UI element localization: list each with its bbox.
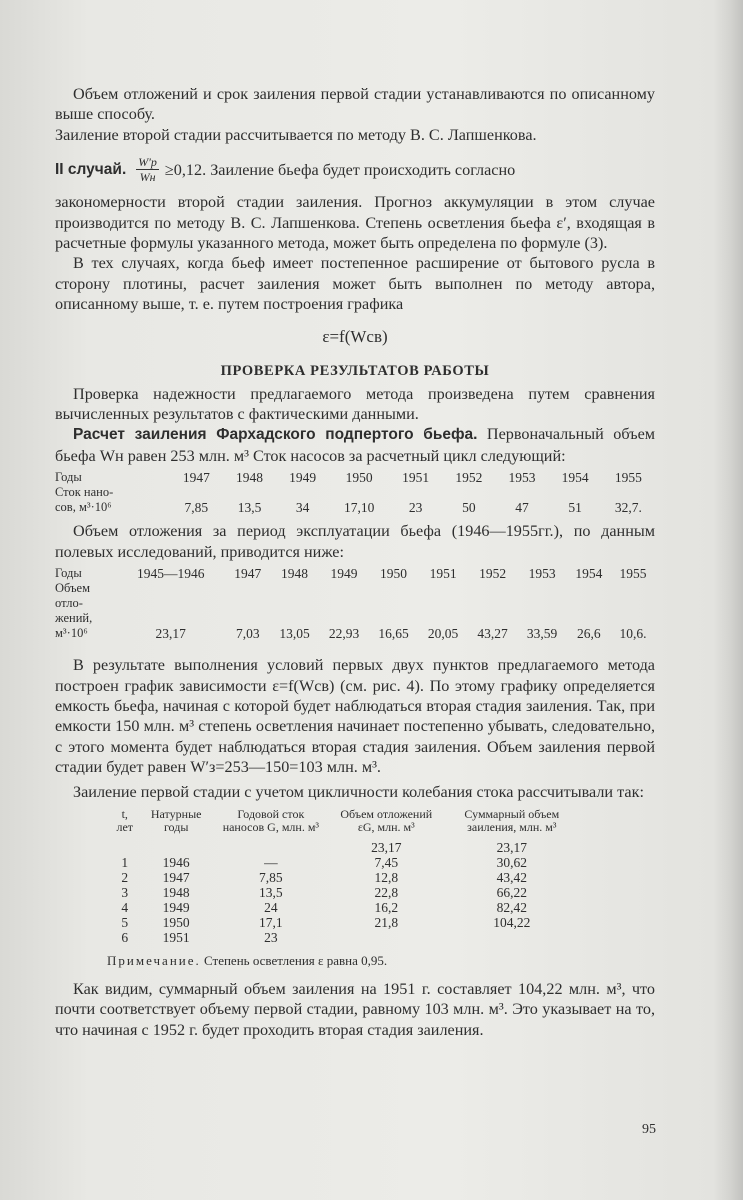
stock-value-cell: 47	[515, 500, 529, 516]
deposit-value-cell: 10,6.	[619, 626, 647, 642]
note-text: Степень осветления ε равна 0,95.	[200, 952, 388, 968]
calc-cell	[140, 840, 213, 855]
stock-year-cell: 1952	[455, 470, 483, 486]
calc-cell: 1946	[162, 854, 190, 870]
deposit-year-cell: 1950	[380, 566, 408, 582]
case-text: ≥0,12. Заиление бьефа будет происходить согласно	[164, 160, 516, 179]
deposit-label-row	[55, 596, 655, 611]
calc-cell: 1951	[162, 929, 190, 945]
calc-cell: 24	[264, 899, 278, 915]
calc-cell: 12,8	[374, 869, 399, 885]
calc-cell: 21,8	[374, 914, 399, 930]
stock-year-cell: 1948	[236, 470, 263, 486]
stock-value-cell: 23	[408, 500, 423, 516]
deposit-year-cell: 1945—1946	[136, 566, 205, 582]
deposit-value-cell: 7,03	[235, 626, 260, 642]
deposit-label-row	[55, 581, 655, 596]
calc-cell	[329, 930, 444, 945]
calc-row	[110, 885, 580, 900]
paragraph-9: Заиление первой стадии с учетом цикличности колебания стока рассчитывали так:	[73, 782, 644, 801]
calc-cell: 7,45	[374, 854, 399, 870]
fraction-numerator: W′р	[138, 155, 157, 170]
deposit-value-cell: 22,93	[328, 626, 360, 642]
stock-values-label-1: Сток нано-	[55, 485, 114, 500]
calc-table	[110, 808, 580, 945]
stock-years-row	[55, 470, 655, 485]
paragraph-8: В результате выполнения условий первых двух пунктов предлагаемого метода построен график зависимости ε=f(Wсв) (см. рис. 4). По этому графику определяется емкость бьефа, начиная с которой будет наблюдаться вторая стадия заиления. Так, при емкости 150 млн. м³ степень осветления начинает постепенно убывать, следовательно, с этого момента будет наблюдаться вторая стадия заиления. Объем заиления первой стадии будет равен W′з=253—150=103 млн. м³.	[55, 656, 655, 777]
deposit-table	[55, 566, 655, 641]
stock-years-label: Годы	[55, 470, 82, 485]
paragraph-2: Заиление второй стадии рассчитывается по методу В. С. Лапшенкова.	[55, 125, 537, 144]
stock-year-cell: 1949	[289, 470, 317, 486]
stock-year-cell: 1951	[402, 470, 430, 486]
fraction-denominator: Wн	[139, 170, 156, 185]
paragraph-4: В тех случаях, когда бьеф имеет постепенное расширение от бытового русла в сторону плотины, расчет заиления может быть выполнен по методу автора, описанному выше, т. е. путем построения графика	[55, 254, 655, 314]
paragraph-5: Проверка надежности предлагаемого метода произведена путем сравнения вычисленных результатов с фактическими данными.	[55, 384, 655, 424]
calc-cell: 5	[121, 914, 129, 930]
calc-cell: 66,22	[496, 884, 528, 900]
deposit-year-cell: 1949	[330, 566, 358, 582]
calc-header-cell: Суммарный объем заиления, млн. м³	[464, 806, 560, 834]
calc-header-cell: t, лет	[116, 806, 134, 834]
calc-cell: 17,1	[259, 914, 283, 930]
calc-cell: 3	[121, 884, 129, 900]
stock-values-label-2: сов, м³·10⁶	[55, 500, 112, 515]
calc-cell: 16,2	[374, 899, 399, 915]
calc-row	[110, 900, 580, 915]
deposit-year-cell: 1948	[281, 566, 309, 582]
stock-values-row	[55, 500, 655, 515]
stock-table	[55, 470, 655, 515]
deposit-year-cell: 1947	[234, 566, 262, 582]
stock-value-cell: 13,5	[237, 500, 262, 516]
note-label: Примечание.	[107, 952, 201, 968]
calc-cell: 23	[264, 929, 278, 945]
table-note	[107, 953, 655, 969]
paragraph-6	[55, 424, 655, 466]
page-content	[55, 84, 655, 1040]
deposit-label-line: отло-	[55, 596, 83, 611]
calc-header-cell: Натурные годы	[150, 806, 202, 834]
deposit-label-row	[55, 611, 655, 626]
calc-cell: 7,85	[259, 869, 283, 885]
stock-year-cell: 1947	[182, 470, 210, 486]
case-two-line	[55, 155, 655, 184]
case-fraction	[136, 155, 159, 184]
deposit-year-cell: 1954	[575, 566, 603, 582]
calc-cell: —	[264, 854, 278, 870]
calc-cell: 43,42	[496, 869, 528, 885]
stock-value-cell: 7,85	[184, 500, 209, 516]
calc-cell	[444, 930, 580, 945]
stock-year-cell: 1953	[508, 470, 536, 486]
deposit-value-cell: 33,59	[526, 626, 558, 642]
deposit-value-cell: 20,05	[427, 626, 459, 642]
stock-label-row	[55, 485, 655, 500]
section-heading: ПРОВЕРКА РЕЗУЛЬТАТОВ РАБОТЫ	[220, 362, 490, 379]
deposit-years-row	[55, 566, 655, 581]
deposit-label-line: Объем	[55, 581, 90, 596]
page-spine-shadow	[713, 0, 743, 1200]
calc-cell: 1950	[162, 914, 190, 930]
deposit-values-row	[55, 626, 655, 641]
paragraph-6-bold-lead: Расчет заиления Фархадского подпертого бьефа.	[73, 426, 478, 444]
deposit-year-cell: 1953	[528, 566, 556, 582]
calc-cell: 22,8	[374, 884, 399, 900]
calc-cell: 1949	[162, 899, 190, 915]
calc-cell: 23,17	[496, 839, 528, 855]
deposit-label-line: жений,	[55, 611, 93, 626]
deposit-value-cell: 13,05	[279, 626, 310, 642]
calc-cell	[213, 840, 329, 855]
deposit-value-cell: 26,6	[577, 626, 601, 642]
deposit-value-cell: 43,27	[477, 626, 508, 642]
calc-cell: 1947	[162, 869, 190, 885]
calc-cell: 82,42	[496, 899, 528, 915]
paragraph-7: Объем отложения за период эксплуатации бьефа (1946—1955гг.), по данным полевых исследований, приводится ниже:	[55, 522, 655, 561]
deposit-year-cell: 1955	[619, 566, 647, 582]
deposit-value-cell: 16,65	[378, 626, 409, 642]
stock-value-cell: 17,10	[343, 500, 375, 516]
deposit-year-cell: 1952	[479, 566, 507, 582]
deposit-years-label: Годы	[55, 566, 82, 581]
calc-cell: 2	[121, 869, 129, 885]
calc-row	[110, 870, 580, 885]
calc-cell: 30,62	[496, 854, 528, 870]
calc-cell: 1	[121, 854, 129, 870]
calc-header-cell: Годовой сток наносов G, млн. м³	[222, 806, 320, 834]
stock-year-cell: 1954	[561, 470, 589, 486]
stock-value-cell: 32,7.	[614, 500, 642, 516]
calc-cell: 1948	[162, 884, 190, 900]
stock-value-cell: 51	[568, 500, 582, 516]
deposit-year-cell: 1951	[429, 566, 457, 582]
stock-year-cell: 1955	[614, 470, 642, 486]
calc-row	[110, 930, 580, 945]
calc-row	[110, 855, 580, 870]
paragraph-1: Объем отложений и срок заиления первой стадии устанавливаются по описанному выше способу.	[55, 85, 655, 124]
deposit-value-cell: 23,17	[155, 626, 186, 642]
calc-cell	[110, 840, 140, 855]
calc-cell: 23,17	[371, 839, 402, 855]
calc-header-row	[110, 808, 580, 840]
formula-display: ε=f(Wсв)	[322, 326, 388, 346]
paragraph-3: закономерности второй стадии заиления. Прогноз аккумуляции в этом случае производится по методу В. С. Лапшенкова. Степень осветления бьефа ε′, входящая в расчетные формулы указанного метода, может быть определена по формуле (3).	[55, 193, 655, 253]
calc-row	[110, 915, 580, 930]
stock-value-cell: 50	[462, 500, 476, 516]
page-number: 95	[642, 1122, 656, 1137]
calc-cell: 4	[121, 899, 129, 915]
stock-year-cell: 1950	[345, 470, 373, 486]
calc-header-cell: Объем отложений εG, млн. м³	[340, 806, 433, 834]
paragraph-10: Как видим, суммарный объем заиления на 1951 г. составляет 104,22 млн. м³, что почти соответствует объему первой стадии, равному 103 млн. м³. Это указывает на то, что начиная с 1952 г. будет проходить вторая стадия заиления.	[55, 979, 655, 1039]
calc-cell: 13,5	[259, 884, 283, 900]
calc-cell: 104,22	[493, 914, 531, 930]
calc-row	[110, 840, 580, 855]
stock-value-cell: 34	[295, 500, 310, 516]
paragraph-6-text: Первоначальный объем бьефа Wн равен 253 млн. м³ Сток насосов за расчетный цикл следующий:	[55, 425, 655, 465]
case-label: II случай.	[55, 160, 127, 178]
deposit-label-line: м³·10⁶	[55, 626, 88, 641]
calc-cell: 6	[121, 929, 129, 945]
